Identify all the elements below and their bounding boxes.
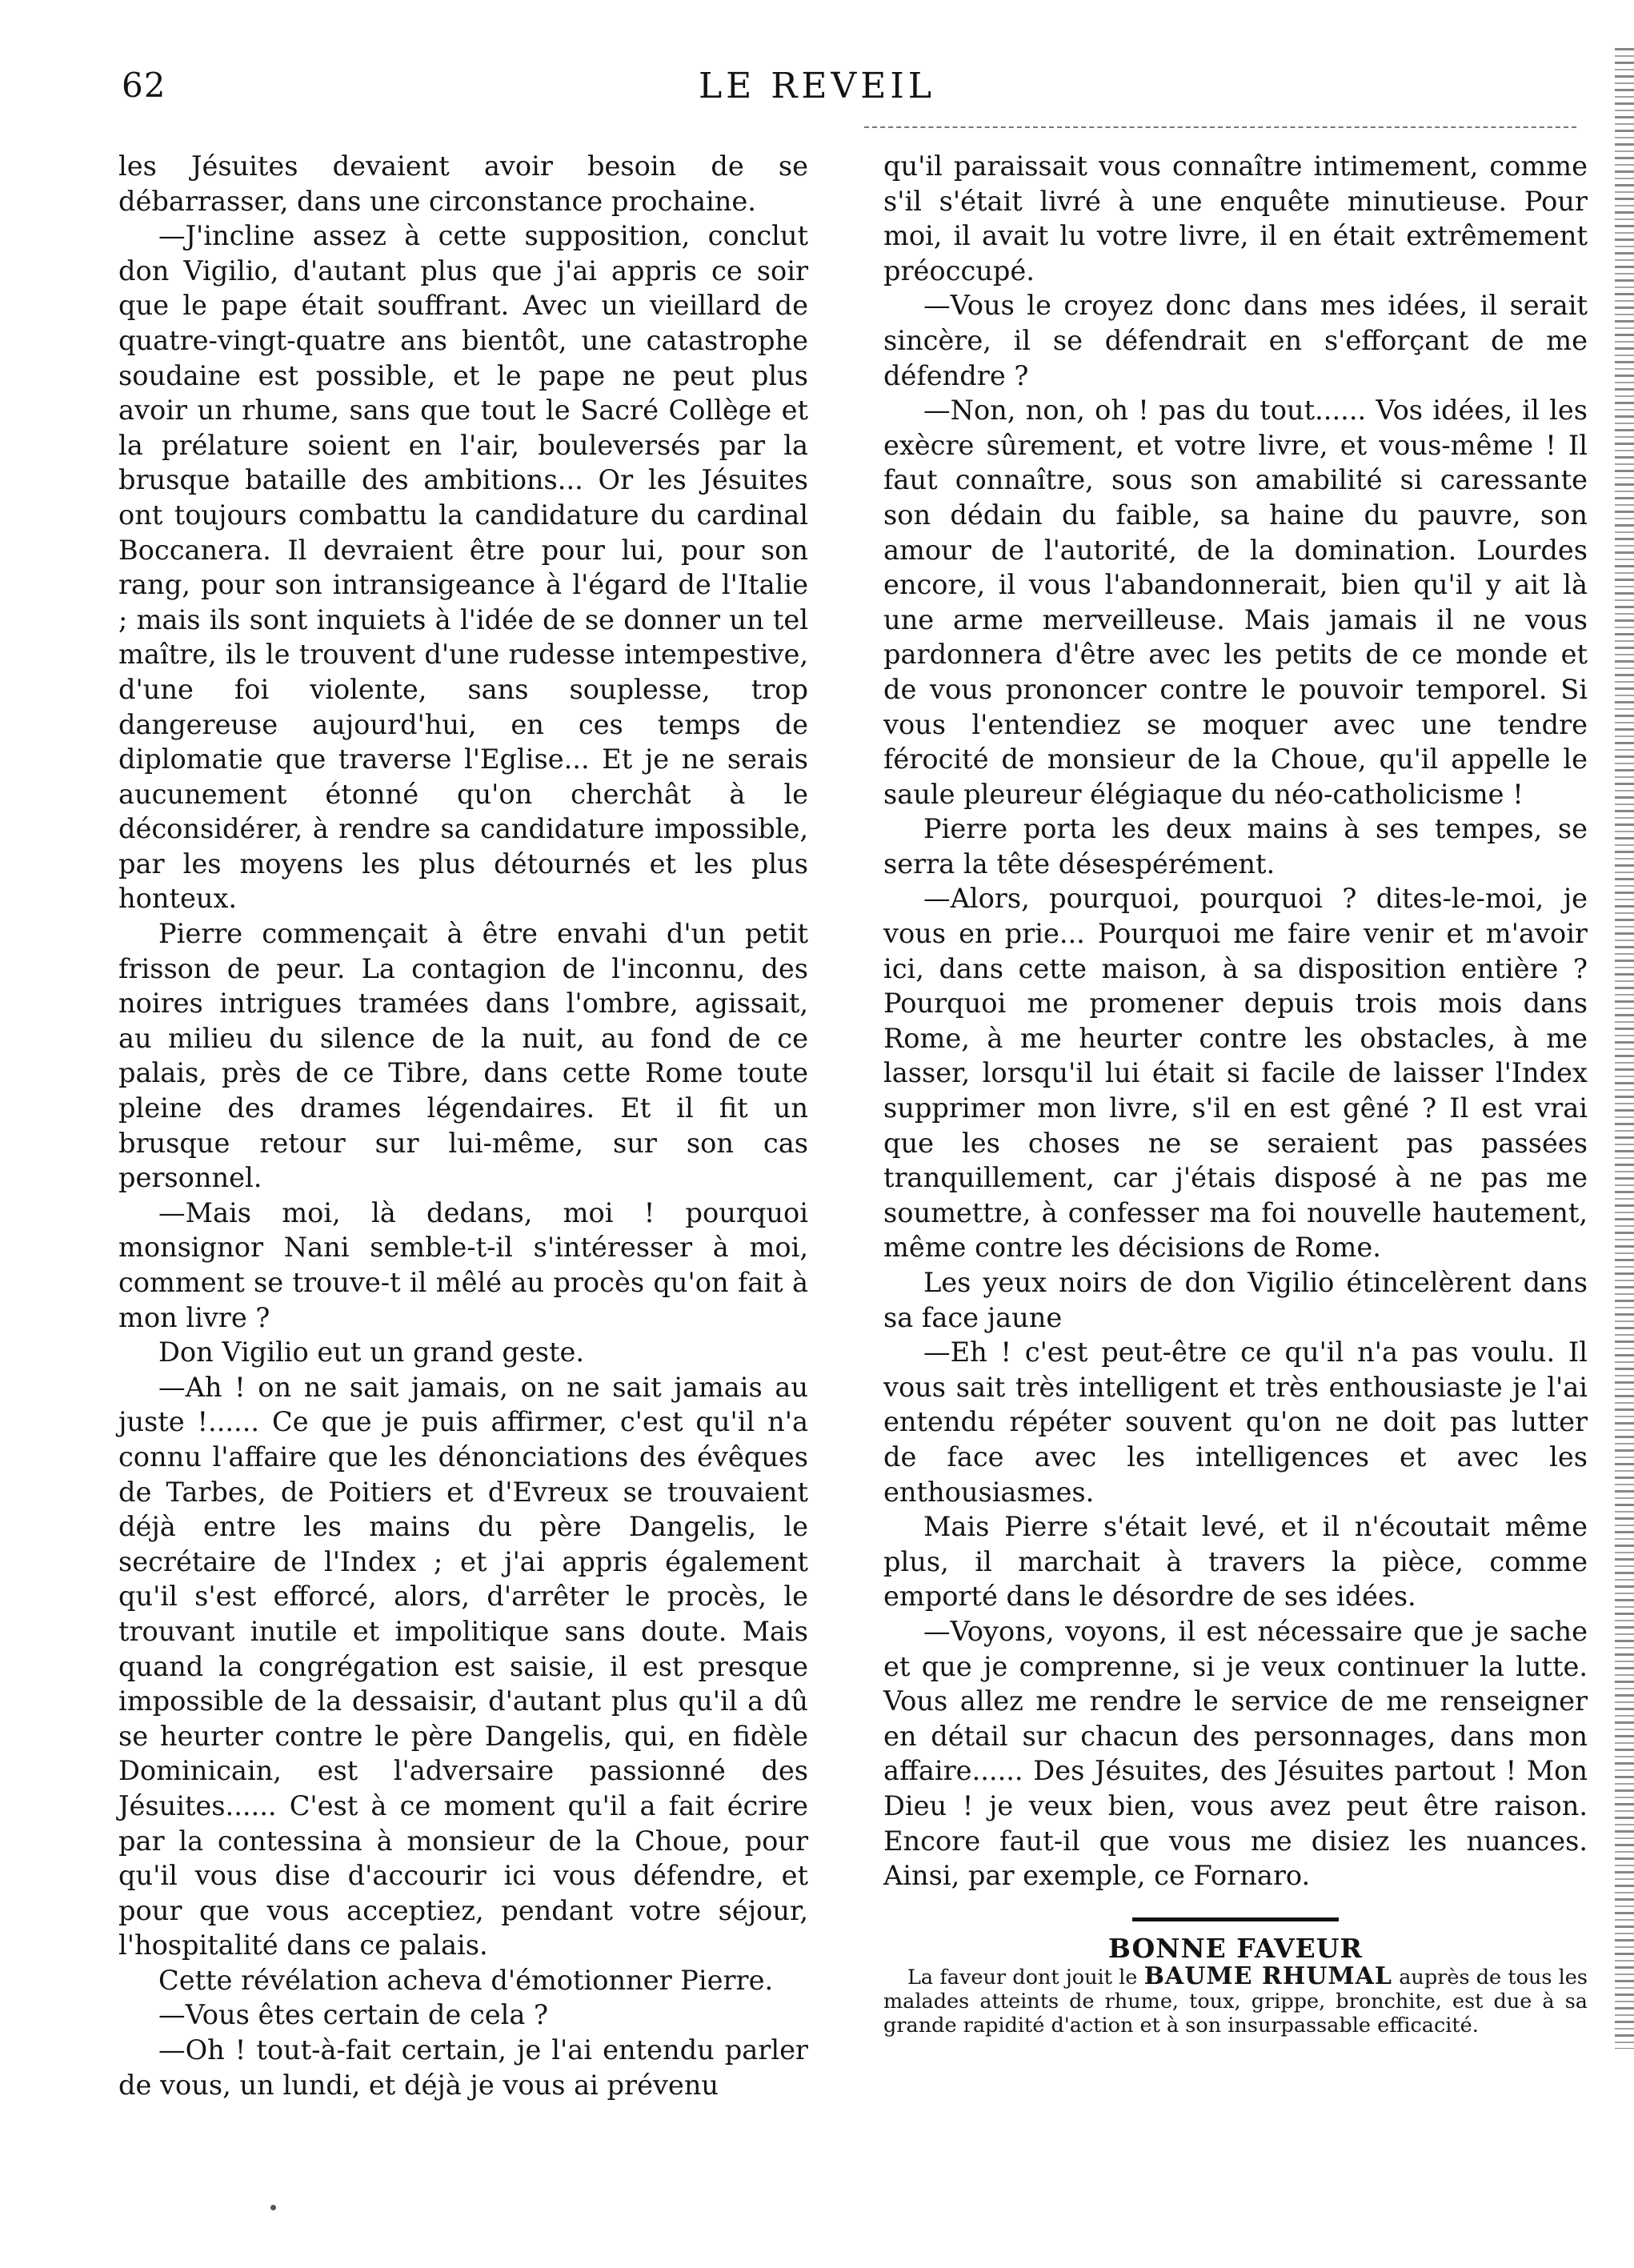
right-column (883, 149, 1588, 2038)
paragraph: qu'il paraissait vous connaître intimement, comme s'il s'était livré à une enquête minutieuse. Pour moi, il avait lu votre livre, il en était extrêmement préoccupé. (883, 150, 1588, 287)
paragraph: Mais Pierre s'était levé, et il n'écoutait même plus, il marchait à travers la pièce, comme emporté dans le désordre de ses idées. (883, 1511, 1588, 1613)
ad-body (883, 1961, 1588, 2038)
top-rule (864, 126, 1576, 128)
ad-separator-rule (1132, 1917, 1339, 1921)
running-title: LE REVEIL (698, 66, 936, 106)
paragraph: —J'incline assez à cette supposition, conclut don Vigilio, d'autant plus que j'ai appris ce soir que le pape était souffrant. Avec un vieillard de quatre-vingt-quatre ans bientôt, une catastrophe soudaine est possible, et le pape ne peut plus avoir un rhume, sans que tout le Sacré Collège et la prélature soient en l'air, bouleversés par la brusque bataille des ambitions... Or les Jésuites ont toujours combattu la candidature du cardinal Boccanera. Il devraient être pour lui, pour son rang, pour son intransigeance à l'égard de l'Italie ; mais ils sont inquiets à l'idée de se donner un tel maître, ils le trouvent d'une rudesse intempestive, d'une foi violente, sans souplesse, trop dangereuse aujourd'hui, en ces temps de diplomatie que traverse l'Eglise... Et je ne serais aucunement étonné qu'on cherchât à le déconsidérer, à rendre sa candidature impossible, par les moyens les plus détournés et les plus honteux. (118, 220, 808, 915)
page-number: 62 (122, 66, 166, 105)
paragraph: —Mais moi, là dedans, moi ! pourquoi monsignor Nani semble-t-il s'intéresser à moi, comment se trouve-t il mêlé au procès qu'on fait à mon livre ? (118, 1196, 808, 1333)
paragraph: —Oh ! tout-à-fait certain, je l'ai entendu parler de vous, un lundi, et déjà je vous ai prévenu (118, 2034, 808, 2101)
page-header (0, 66, 1634, 114)
ad-product-name: BAUME RHUMAL (1143, 1961, 1393, 1990)
paragraph: Pierre porta les deux mains à ses tempes, se serra la tête désespérément. (883, 813, 1588, 880)
paragraph: —Voyons, voyons, il est nécessaire que je sache et que je comprenne, si je veux continuer la lutte. Vous allez me rendre le service de me renseigner en détail sur chacun des personnages, dans mon affaire...... Des Jésuites, des Jésuites partout ! Mon Dieu ! je veux bien, vous avez peut être raison. Encore faut-il que vous me disiez les nuances. Ainsi, par exemple, ce Fornaro. (883, 1615, 1588, 1892)
left-column (118, 149, 808, 2102)
paragraph: —Vous êtes certain de cela ? (158, 1999, 549, 2031)
paragraph: les Jésuites devaient avoir besoin de se débarrasser, dans une circonstance prochaine. (118, 150, 808, 217)
paragraph: Les yeux noirs de don Vigilio étincelèrent dans sa face jaune (883, 1267, 1588, 1333)
paragraph: —Alors, pourquoi, pourquoi ? dites-le-moi, je vous en prie... Pourquoi me faire venir et m'avoir ici, dans cette maison, à sa disposition entière ? Pourquoi me promener depuis trois mois dans Rome, à me heurter contre les obstacles, à me lasser, lorsqu'il lui était si facile de laisser l'Index supprimer mon livre, s'il en est gêné ? Il est vrai que les choses ne se seraient pas passées tranquillement, car j'étais disposé à ne pas me soumettre, à confesser ma foi nouvelle hautement, même contre les décisions de Rome. (883, 883, 1588, 1264)
ad-text-before: La faveur dont jouit le (907, 1965, 1138, 1990)
paragraph: Pierre commençait à être envahi d'un petit frisson de peur. La contagion de l'inconnu, des noires intrigues tramées dans l'ombre, agissait, au milieu du silence de la nuit, au fond de ce palais, près de ce Tibre, dans cette Rome toute pleine des drames légendaires. Et il fit un brusque retour sur lui-même, sur son cas personnel. (118, 918, 808, 1194)
paragraph: Don Vigilio eut un grand geste. (158, 1336, 585, 1368)
paragraph: Cette révélation acheva d'émotionner Pierre. (158, 1964, 774, 1996)
paragraph: —Non, non, oh ! pas du tout...... Vos idées, il les exècre sûrement, et votre livre, et vous-même ! Il faut connaître, sous son amabilité si caressante son dédain du faible, sa haine du pauvre, son amour de l'autorité, de la domination. Lourdes encore, il vous l'abandonnerait, bien qu'il y ait là une arme merveilleuse. Mais jamais il ne vous pardonnera d'être avec les petits de ce monde et de vous prononcer contre le pouvoir temporel. Si vous l'entendiez se moquer avec une tendre férocité de monsieur de la Choue, qu'il appelle le saule pleureur élégiaque du néo-catholicisme ! (883, 395, 1588, 810)
ink-speck (270, 2205, 276, 2210)
paragraph: —Vous le croyez donc dans mes idées, il serait sincère, il se défendrait en s'efforçant de me défendre ? (883, 290, 1588, 391)
scan-edge-artifact (1615, 48, 1634, 2049)
ad-title: BONNE FAVEUR (1108, 1932, 1363, 1964)
ad-text-after: auprès de tous les malades atteints de rhume, toux, grippe, bronchite, est due à sa grande rapidité d'action et à son insurpassable efficacité. (883, 1965, 1588, 2038)
paragraph: —Eh ! c'est peut-être ce qu'il n'a pas voulu. Il vous sait très intelligent et très enthousiaste je l'ai entendu répéter souvent qu'on ne doit pas lutter de face avec les intelligences et avec les enthousiasmes. (883, 1336, 1588, 1508)
paragraph: —Ah ! on ne sait jamais, on ne sait jamais au juste !...... Ce que je puis affirmer, c'est qu'il n'a connu l'affaire que les dénonciations des évêques de Tarbes, de Poitiers et d'Evreux se trouvaient déjà entre les mains du père Dangelis, le secrétaire de l'Index ; et j'ai appris également qu'il s'est efforcé, alors, d'arrêter le procès, le trouvant inutile et impolitique sans doute. Mais quand la congrégation est saisie, il est presque impossible de la dessaisir, d'autant plus qu'il a dû se heurter contre le père Dangelis, qui, en fidèle Dominicain, est l'adversaire passionné des Jésuites...... C'est à ce moment qu'il a fait écrire par la contessina à monsieur de la Choue, pour qu'il vous dise d'accourir ici vous défendre, et pour que vous acceptiez, pendant votre séjour, l'hospitalité dans ce palais. (118, 1371, 808, 1961)
